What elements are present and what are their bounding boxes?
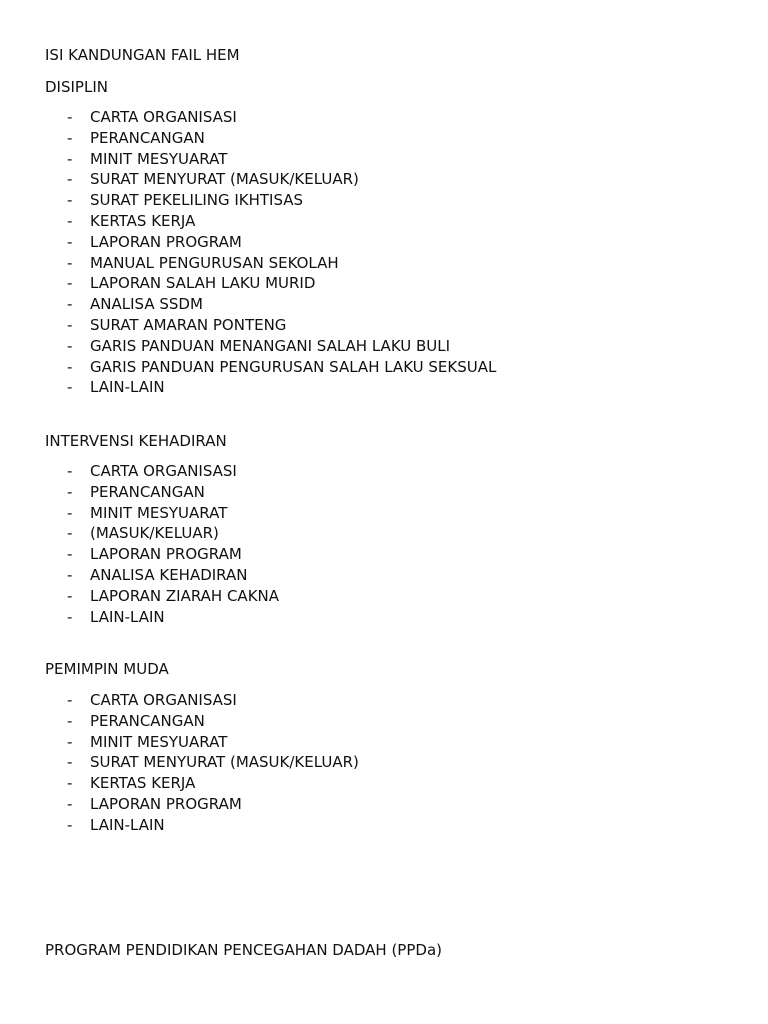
list-bullet-dash: -	[67, 545, 73, 564]
list-item-text: LAIN-LAIN	[90, 378, 165, 397]
list-bullet-dash: -	[67, 295, 73, 314]
list-item-text: MINIT MESYUARAT	[90, 149, 228, 168]
list-bullet-dash: -	[67, 503, 73, 522]
list-item-text: LAPORAN PROGRAM	[90, 232, 242, 251]
list-item-text: GARIS PANDUAN MENANGANI SALAH LAKU BULI	[90, 336, 451, 355]
list-bullet-dash: -	[67, 753, 73, 772]
list-bullet-dash: -	[67, 357, 73, 376]
list-item-text: GARIS PANDUAN PENGURUSAN SALAH LAKU SEKSUAL	[90, 357, 497, 376]
section-heading-ppda: PROGRAM PENDIDIKAN PENCEGAHAN DADAH (PPDa)	[45, 941, 442, 959]
list-item-text: (MASUK/KELUAR)	[90, 524, 219, 543]
list-item-text: MANUAL PENGURUSAN SEKOLAH	[90, 253, 339, 272]
list-bullet-dash: -	[67, 191, 73, 210]
list-bullet-dash: -	[67, 794, 73, 813]
list-bullet-dash: -	[67, 462, 73, 480]
list-bullet-dash: -	[67, 274, 73, 293]
list-bullet-dash: -	[67, 482, 73, 501]
list-bullet-dash: -	[67, 128, 73, 147]
list-item-text: KERTAS KERJA	[90, 774, 196, 793]
list-item-text: CARTA ORGANISASI	[90, 462, 237, 480]
list-item-text: CARTA ORGANISASI	[90, 108, 237, 126]
list-item-text: ANALISA KEHADIRAN	[90, 565, 248, 584]
list-item-text: LAPORAN PROGRAM	[90, 794, 242, 813]
list-bullet-dash: -	[67, 815, 73, 834]
list-item-text: PERANCANGAN	[90, 711, 205, 730]
list-bullet-dash: -	[67, 232, 73, 251]
list-bullet-dash: -	[67, 586, 73, 605]
section-heading-pemimpin-muda: PEMIMPIN MUDA	[45, 660, 169, 678]
list-bullet-dash: -	[67, 524, 73, 543]
section-heading-intervensi-kehadiran: INTERVENSI KEHADIRAN	[45, 432, 227, 450]
list-item-text: MINIT MESYUARAT	[90, 503, 228, 522]
list-item-text: SURAT MENYURAT (MASUK/KELUAR)	[90, 170, 359, 189]
list-item-text: LAIN-LAIN	[90, 607, 165, 626]
list-bullet-dash: -	[67, 170, 73, 189]
list-bullet-dash: -	[67, 732, 73, 751]
document-title: ISI KANDUNGAN FAIL HEM	[45, 46, 240, 64]
section-heading-disiplin: DISIPLIN	[45, 78, 108, 96]
list-bullet-dash: -	[67, 108, 73, 126]
list-bullet-dash: -	[67, 711, 73, 730]
list-item-text: LAPORAN ZIARAH CAKNA	[90, 586, 280, 605]
list-item-text: SURAT PEKELILING IKHTISAS	[90, 191, 304, 210]
list-item-text: ANALISA SSDM	[90, 295, 203, 314]
list-bullet-dash: -	[67, 253, 73, 272]
list-bullet-dash: -	[67, 378, 73, 397]
list-item-text: LAPORAN SALAH LAKU MURID	[90, 274, 316, 293]
list-item-text: SURAT MENYURAT (MASUK/KELUAR)	[90, 753, 359, 772]
list-bullet-dash: -	[67, 336, 73, 355]
list-bullet-dash: -	[67, 315, 73, 334]
list-bullet-dash: -	[67, 149, 73, 168]
list-item-text: MINIT MESYUARAT	[90, 732, 228, 751]
list-bullet-dash: -	[67, 211, 73, 230]
list-bullet-dash: -	[67, 565, 73, 584]
list-item-text: PERANCANGAN	[90, 482, 205, 501]
list-item-text: KERTAS KERJA	[90, 211, 196, 230]
list-item-text: LAIN-LAIN	[90, 815, 165, 834]
list-bullet-dash: -	[67, 607, 73, 626]
list-item-text: PERANCANGAN	[90, 128, 205, 147]
list-bullet-dash: -	[67, 774, 73, 793]
list-item-text: LAPORAN PROGRAM	[90, 545, 242, 564]
list-item-text: SURAT AMARAN PONTENG	[90, 315, 287, 334]
list-bullet-dash: -	[67, 691, 73, 709]
list-item-text: CARTA ORGANISASI	[90, 691, 237, 709]
